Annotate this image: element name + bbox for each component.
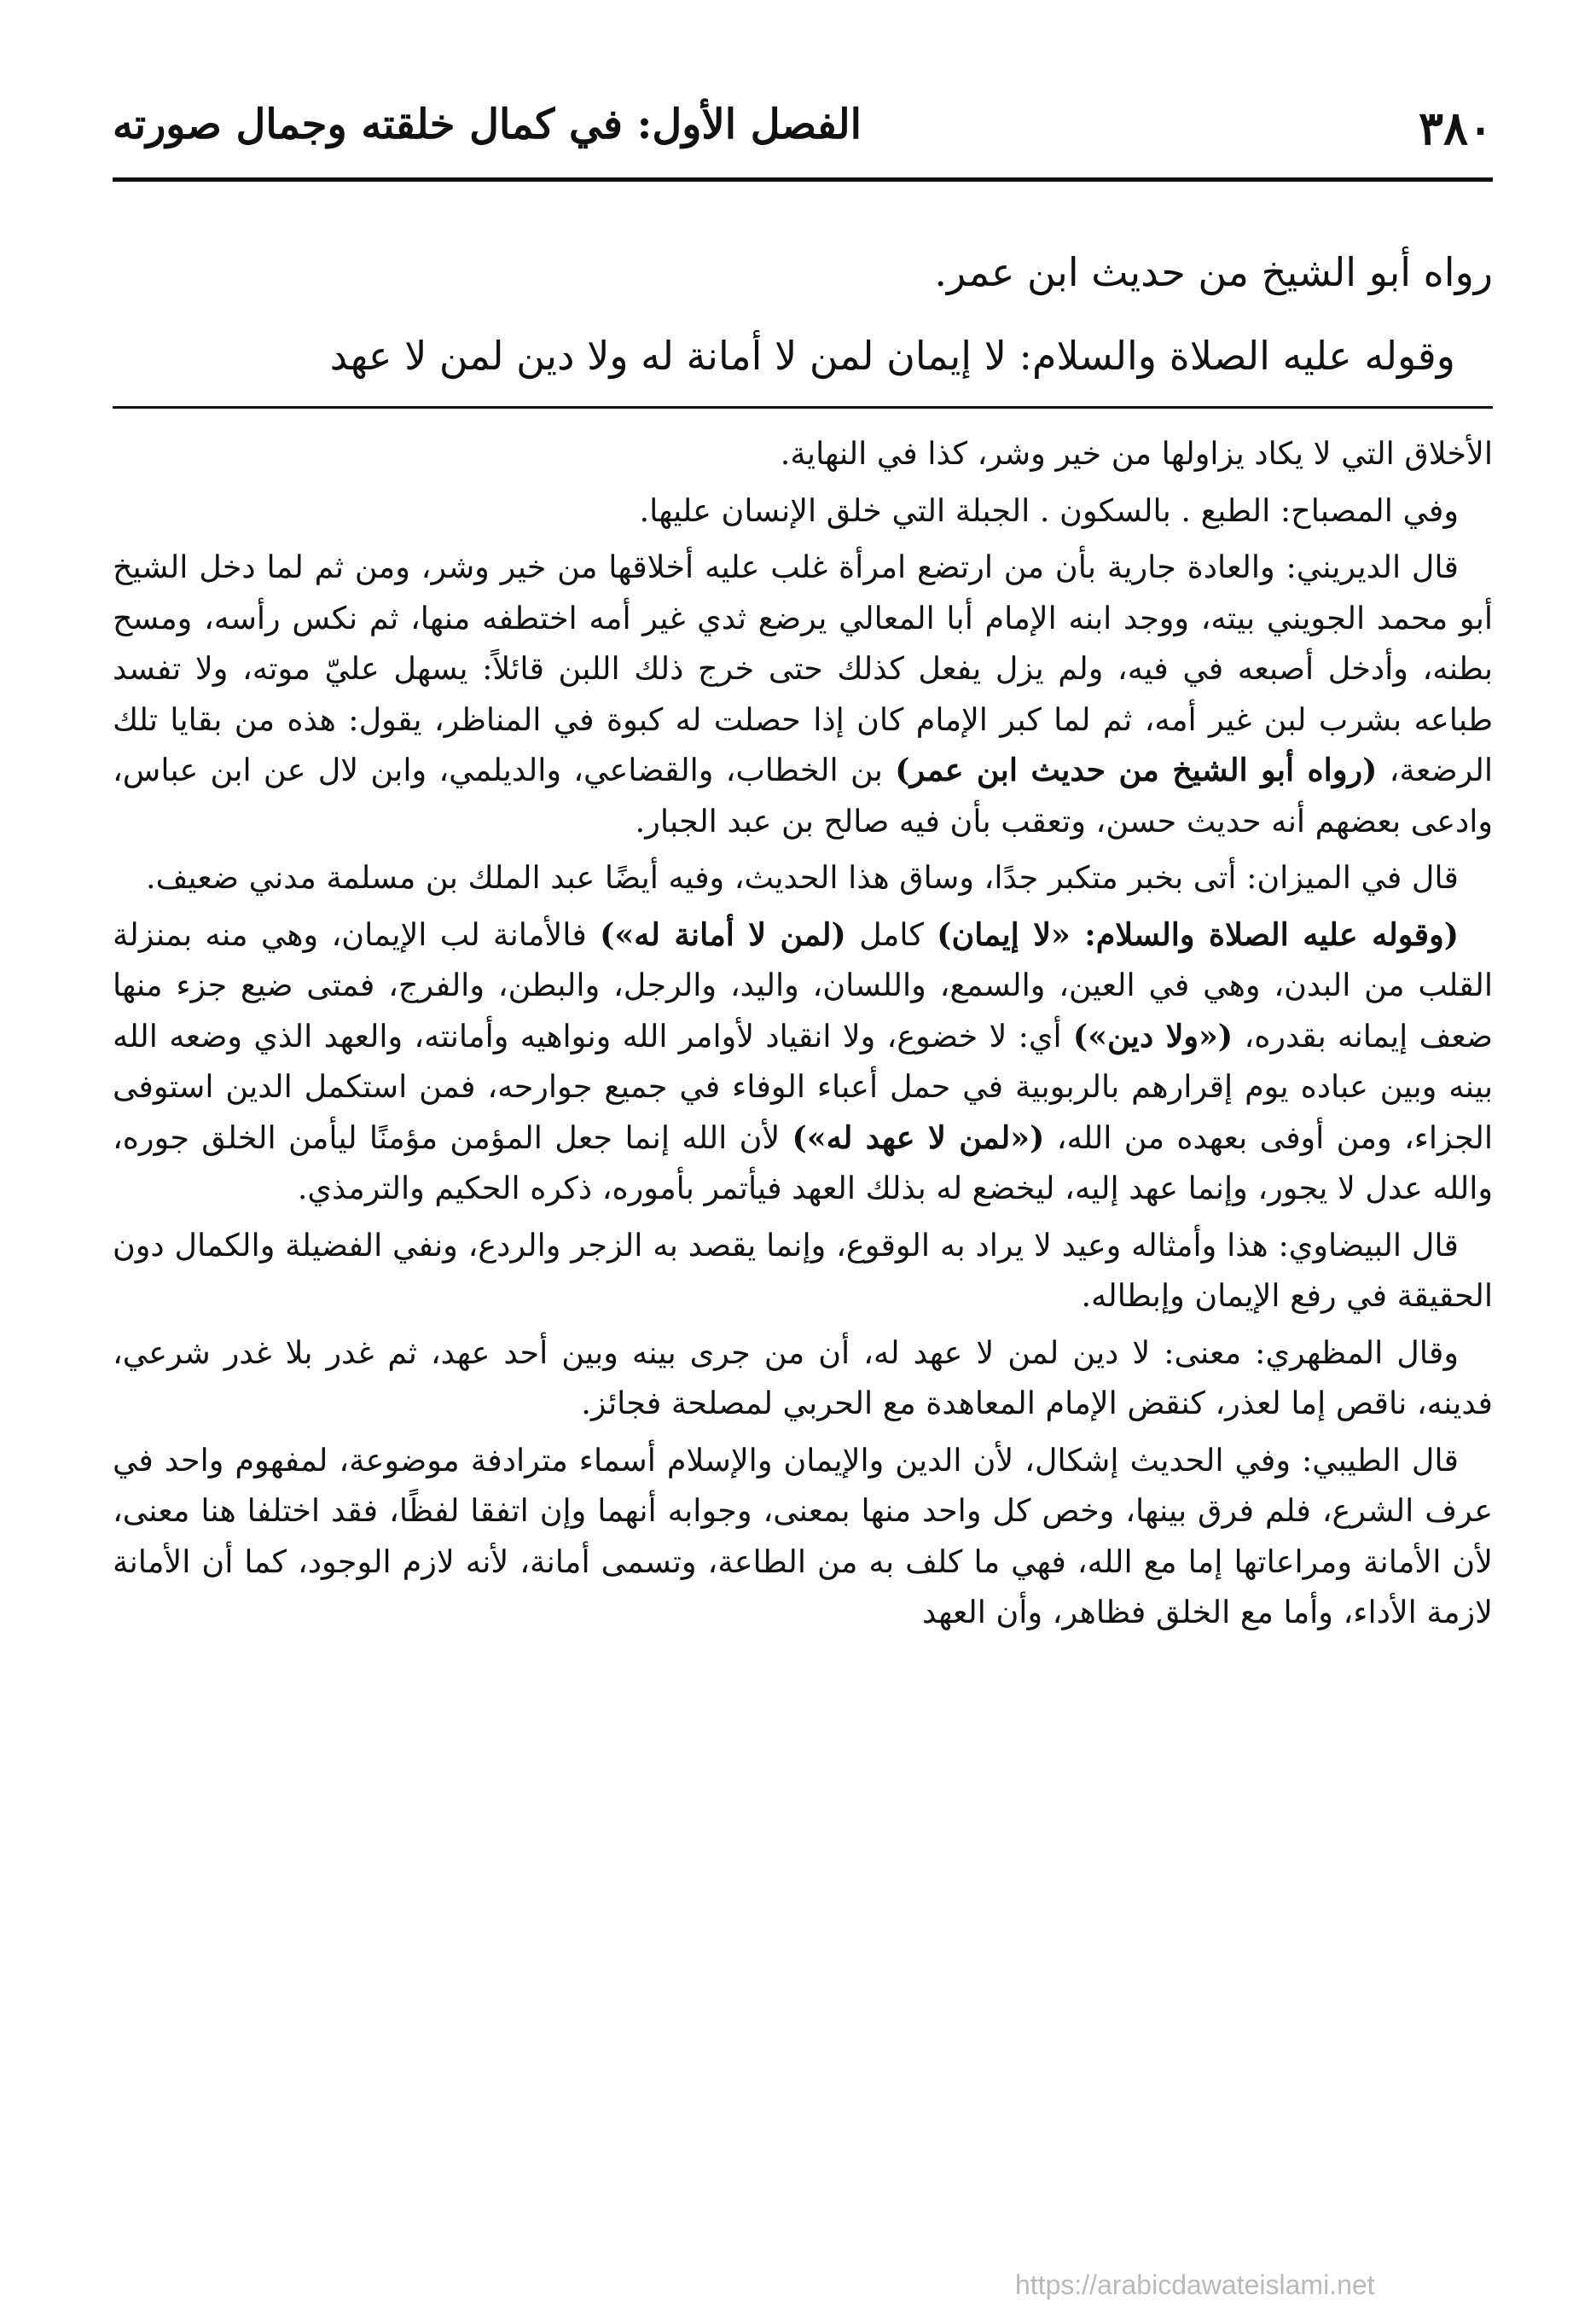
commentary-text: بن الخطاب، والقضاعي، والديلمي، وابن لال عن ابن عباس، وادعى بعضهم أنه حديث حسن، وتعقب بأن فيه صالح بن عبد الجبار. — [113, 752, 1493, 840]
watermark-url: https://arabicdawateislami.net — [1015, 2269, 1375, 2300]
matn-quote: («لمن لا عهد له») — [792, 1118, 1045, 1156]
running-header — [113, 101, 1493, 177]
commentary-paragraph: وقال المظهري: معنى: لا دين لمن لا عهد له، أن من جرى بينه وبين أحد عهد، ثم غدر بلا غدر شرعي، فدينه، ناقص إما لعذر، كنقض الإمام المعاهدة مع الحربي لمصلحة فجائز. — [113, 1333, 1493, 1421]
page-number: ٣٨٠ — [1418, 101, 1493, 155]
commentary — [113, 428, 1493, 1644]
commentary-text: أي: لا خضوع، ولا انقياد لأوامر الله ونواهيه وأمانته، والعهد الذي وضعه الله بينه وبين عباده يوم إقرارهم بالربوبية في حمل أعباء الوفاء في جميع جوارحه، فمن استكمل الدين استوفى الجزاء، ومن أوفى بعهده من الله، — [113, 1017, 1493, 1156]
commentary-text: قال الديريني: والعادة جارية بأن من ارتضع امرأة غلب عليه أخلاقها من خير وشر، ومن ثم لما دخل الشيخ أبو محمد الجويني بيته، ووجد ابنه الإمام أبا المعالي يرضع ثدي غير أمه اختطفه منها، ثم نكس رأسه، ومسح بطنه، وأدخل أصبعه في فيه، ولم يزل يفعل كذلك حتى خرج ذلك اللبن قائلاً: يسهل عليّ موته، ولا تفسد طباعه بشرب لبن غير أمه، ثم لما كبر الإمام كان إذا حصلت له كبوة في المناظر، يقول: هذه من بقايا تلك الرضعة، — [113, 549, 1493, 788]
main-text-line: رواه أبو الشيخ من حديث ابن عمر. — [934, 249, 1493, 295]
commentary-paragraph: الأخلاق التي لا يكاد يزاولها من خير وشر، كذا في النهاية. — [780, 435, 1493, 472]
commentary-paragraph: قال الطيبي: وفي الحديث إشكال، لأن الدين والإيمان والإسلام أسماء مترادفة موضوعة، لمفهوم واحد في عرف الشرع، فلم فرق بينها، وخص كل واحد منها بمعنى، وجوابه أنهما وإن اتفقا لفظًا، فقد اختلفا هنا معنى، لأن الأمانة ومراعاتها إما مع الله، فهي ما كلف به من الطاعة، وتسمى أمانة، لأنه لازم الوجود، كما أن الأمانة لازمة الأداء، وأما مع الخلق فظاهر، وأن العهد — [113, 1441, 1493, 1630]
commentary-paragraph — [113, 909, 1493, 1214]
commentary-paragraph: قال في الميزان: أتى بخبر متكبر جدًا، وساق هذا الحديث، وفيه أيضًا عبد الملك بن مسلمة مدني ضعيف. — [145, 859, 1459, 896]
commentary-paragraph: قال البيضاوي: هذا وأمثاله وعيد لا يراد به الوقوع، وإنما يقصد به الزجر والردع، ونفي الفضيلة والكمال دون الحقيقة في رفع الإيمان وإبطاله. — [113, 1226, 1493, 1314]
matn-quote: (لمن لا أمانة له») — [600, 915, 846, 953]
footnote-divider — [113, 406, 1493, 409]
commentary-text: كامل — [845, 915, 937, 953]
matn-quote: (رواه أبو الشيخ من حديث ابن عمر) — [895, 752, 1378, 788]
chapter-title: الفصل الأول: في كمال خلقته وجمال صورته — [113, 101, 862, 148]
commentary-paragraph — [113, 542, 1493, 846]
matn-quote: («ولا دين») — [1072, 1017, 1233, 1055]
header-divider — [113, 177, 1493, 182]
matn-quote: (وقوله عليه الصلاة والسلام: «لا إيمان) — [937, 915, 1459, 953]
commentary-text: فالأمانة لب الإيمان، وهي منه بمنزلة القلب من البدن، وهي في العين، والسمع، واللسان، واليد، والرجل، والبطن، والفرج، فمتى ضيع جزء منها ضعف إيمانه بقدره، — [113, 915, 1493, 1055]
main-text — [113, 230, 1493, 398]
commentary-paragraph: وفي المصباح: الطبع . بالسكون . الجبلة التي خلق الإنسان عليها. — [639, 491, 1459, 529]
commentary-text: لأن الله إنما جعل المؤمن مؤمنًا ليأمن الخلق جوره، والله عدل لا يجور، وإنما عهد إليه، ليخضع له بذلك العهد فيأتمر بأموره، ذكره الحكيم والترمذي. — [113, 1118, 1493, 1206]
main-text-line: وقوله عليه الصلاة والسلام: لا إيمان لمن لا أمانة له ولا دين لمن لا عهد — [329, 333, 1455, 379]
